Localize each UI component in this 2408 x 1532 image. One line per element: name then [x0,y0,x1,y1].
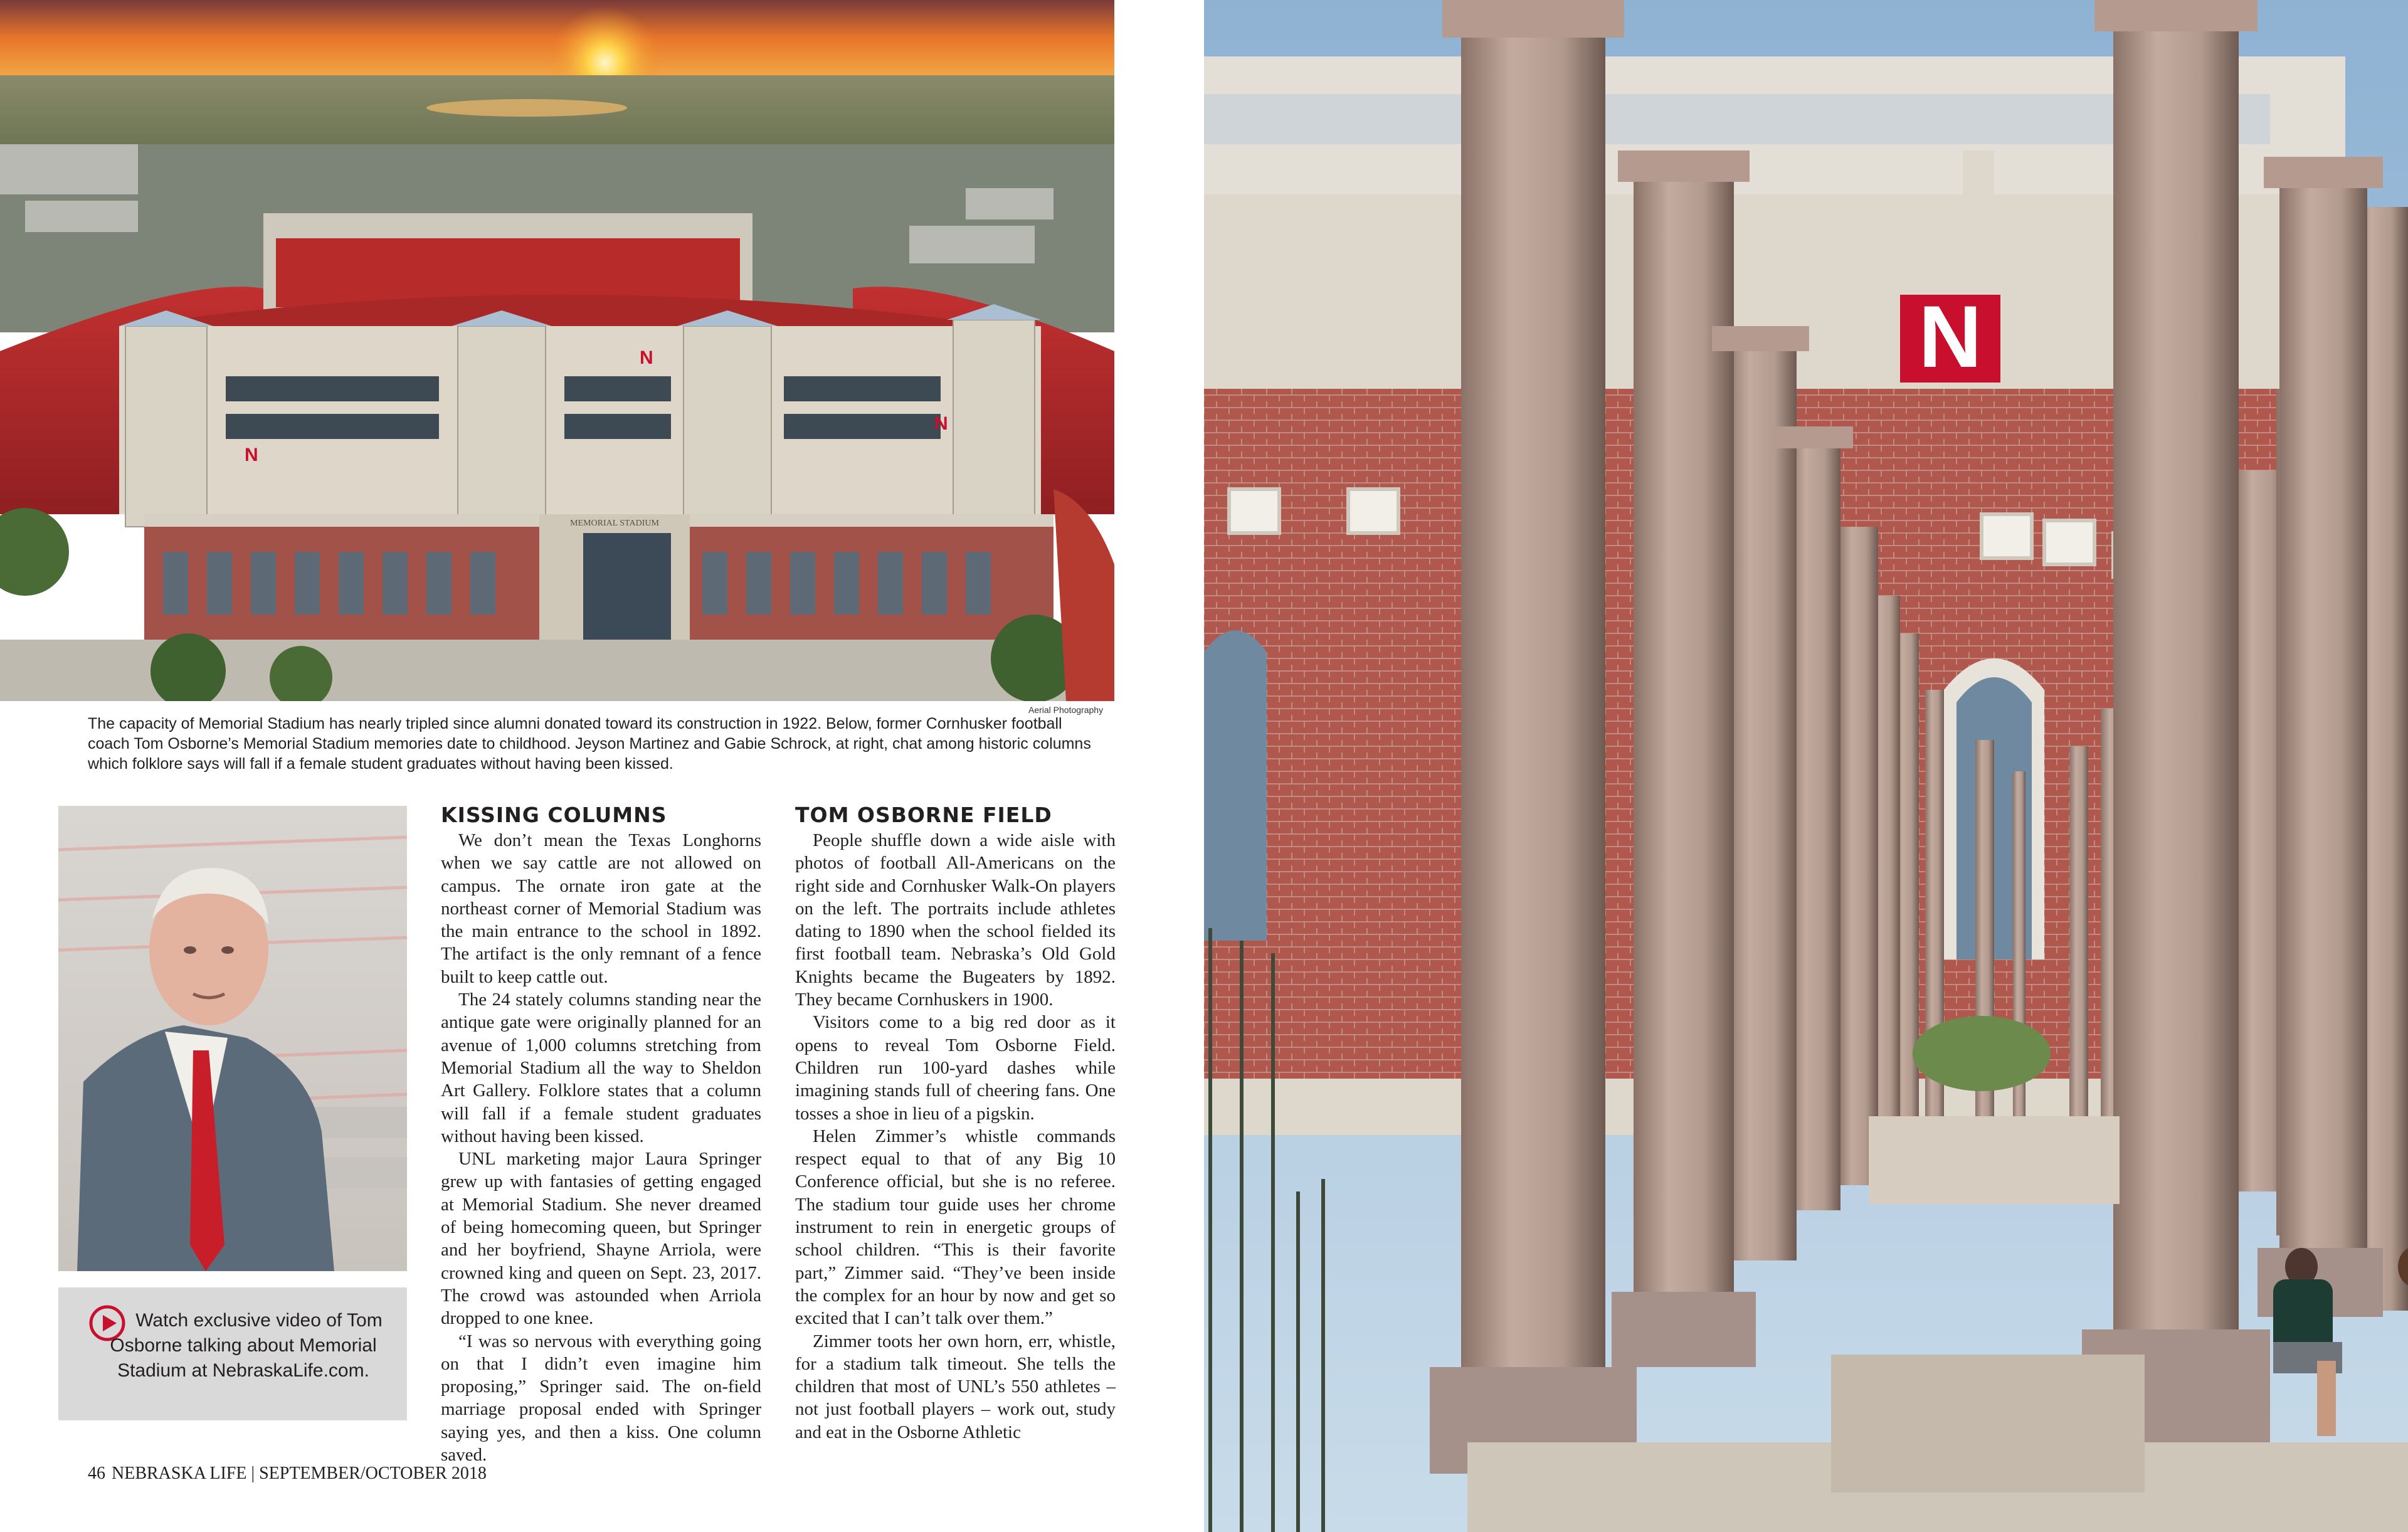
osborne-paragraph-4: Zimmer toots her own horn, err, whistle, for a stadium talk timeout. She tells the children that most of UNL’s 550 athletes – not just football players – work out, study and eat in the Osborne Athletic [795,1331,1116,1442]
svg-text:N: N [1918,287,1982,386]
page-number: 46 [88,1464,105,1483]
video-promo-text[interactable]: Watch exclusive video of Tom Osborne talking about Memorial Stadium at NebraskaLife.com. [110,1310,383,1381]
photo-caption: The capacity of Memorial Stadium has nearly tripled since alumni donated toward its construction in 1922. Below, former Cornhusker football coach Tom Osborne’s Memorial Stadium memories date to childhood. Jeyson Martinez and Gabie Schrock, at right, chat among historic columns which folklore says will fall if a female student graduates without having been kissed. [88,715,1091,773]
magazine-name: NEBRASKA LIFE [112,1464,247,1483]
kissing-columns-heading: KISSING COLUMNS [441,803,667,827]
svg-text:N: N [640,347,653,368]
page-folio: 46 NEBRASKA LIFE | SEPTEMBER/OCTOBER 2018 [88,1464,487,1483]
osborne-paragraph-1: People shuffle down a wide aisle with photos of football All-Americans on the right side and Cornhusker Walk-On players on the left. The portraits include athletes dating to 1890 when the school fielded its first football team. Nebraska’s Old Gold Knights became the Bugeaters by 1892. They became Cornhuskers in 1900. [795,830,1116,1010]
stadium-sign: MEMORIAL STADIUM [570,519,659,528]
svg-text:N: N [934,413,948,434]
kissing-paragraph-2: The 24 stately columns standing near the antique gate were originally planned for an avenue of 1,000 columns stretching from Memorial Stadium all the way to Sheldon Art Gallery. Folklore states that a column will fall if a female student graduates without having been kissed. [441,990,761,1146]
article-column-kissing-columns [441,803,761,1466]
photo-credit: Aerial Photography [1028,705,1104,715]
tom-osborne-field-heading: TOM OSBORNE FIELD [795,803,1052,827]
article-column-tom-osborne-field [795,803,1116,1444]
columns-photo [1204,0,2408,1532]
osborne-paragraph-2: Visitors come to a big red door as it opens to reveal Tom Osborne Field. Children run 100-yard dashes while imagining stands full of cheering fans. One tosses a shoe in lieu of a pigskin. [795,1012,1116,1124]
issue-date: SEPTEMBER/OCTOBER 2018 [259,1464,487,1483]
svg-text:N: N [245,445,258,465]
osborne-paragraph-3: Helen Zimmer’s whistle commands respect equal to that of any Big 10 Conference official, but she is no referee. The stadium tour guide uses her chrome instrument to rein in energetic groups of school children. “This is their favorite part,” Zimmer said. “They’ve been inside the complex for an hour by now and get so excited that I can’t talk over them.” [795,1126,1116,1329]
video-promo-box[interactable] [58,1287,407,1420]
aerial-stadium-photo [0,0,1114,701]
kissing-paragraph-3: UNL marketing major Laura Springer grew up with fantasies of getting engaged at Memorial Stadium. She never dreamed of being homecoming queen, but Springer and her boyfriend, Shayne Arriola, were crowned king and queen on Sept. 23, 2017. The crowd was astounded when Arriola dropped to one knee. [441,1149,761,1329]
kissing-paragraph-4: “I was so nervous with everything going on that I didn’t even imagine him proposing,” Springer said. The on-field marriage proposal ended with Springer saying yes, and then a kiss. One column saved. [441,1331,761,1466]
kissing-paragraph-1: We don’t mean the Texas Longhorns when we say cattle are not allowed on campus. The ornate iron gate at the northeast corner of Memorial Stadium was the main entrance to the school in 1892. The artifact is the only remnant of a fence built to keep cattle out. [441,830,761,987]
tom-osborne-photo [58,806,407,1271]
